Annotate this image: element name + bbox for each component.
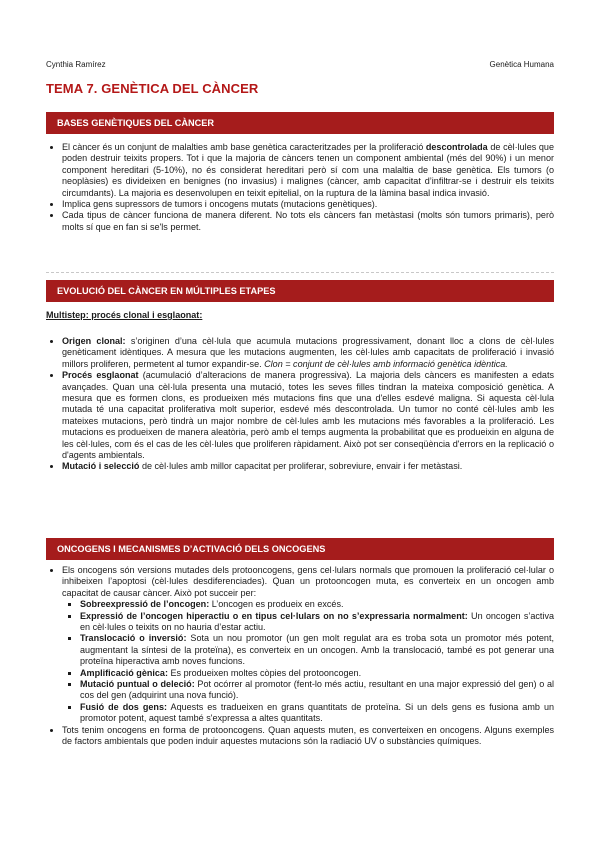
list-item: • Cada tipus de càncer funciona de manera diferent. No tots els càncers fan metàstasi (molts són tumors primaris), però molts sí que en fan si se'ls permet. — [62, 210, 554, 233]
header-subject: Genètica Humana — [489, 60, 554, 69]
section-body-oncogens — [46, 565, 554, 748]
section-heading-evolucio: EVOLUCIÓ DEL CÀNCER EN MÚLTIPLES ETAPES — [46, 280, 554, 302]
sub-list-item: ▪ Expressió de l’oncogen hiperactiu o en tipus cel·lulars on no s’expressaria normalment: Un oncogen s’activa en cèl·lules o teixits on no hauria d’estar actiu. — [80, 611, 554, 634]
list-item: • El càncer és un conjunt de malalties amb base genètica caracteritzades per la proliferació descontrolada de cèl·lules que poden destruir teixits propers. Tot i que la majoria de càncers tenen un component ambiental (més del 90%) i un menor component hereditari (5-10%), no és considerat hereditari però sí com una malaltia de base genètica. Els tumors (o neoplàsies) es divideixen en benignes (no invasius) i malignes (càncer, amb capacitat d’infiltrar-se i destruir els teixits circumdants). La majoria es desenvolupen en teixit epitelial, on la ruptura de la làmina basal indica invasió. — [62, 142, 554, 199]
list-item: • Origen clonal: s’originen d’una cèl·lula que acumula mutacions progressivament, donant lloc a clons de cèl·lules genèticament idèntiques. A mesura que les mutacions augmenten, les cèl·lules amb capacitats de proliferació i invasió millors proliferen, permetent al tumor expandir-se. Clon = conjunt de cèl·lules amb informació genètica idèntica. — [62, 336, 554, 370]
list-item: • Els oncogens són versions mutades dels protooncogens, gens cel·lulars normals que promouen la proliferació cel·lular o inhibeixen l’apoptosi (cèl·lules desdiferenciades). Quan un protooncogen muta, es converteix en un oncogen amb capacitat de causar càncer. Això pot succeir per: ▪ Sobreexpressió de l’oncogen: L’oncogen es produeix en excés. ▪ Expressió de l’oncogen hiperactiu o en tipus cel·lulars on no s’expressaria normalment: Un oncogen s’activa en cèl·lules o teixits on no hauria d’estar actiu. ▪ Translocació o inversió: Sota un nou promotor (un gen molt regulat ara es troba sota un promotor més potent, augmentant la síntesi de la proteïna), es converteix en un oncogen. Amb la translocació, també es pot generar una proteïna hiperactiva amb noves funcions. ▪ Amplificació gènica: Es produeixen moltes còpies del protooncogen. ▪ Mutació puntual o deleció: Pot ocórrer al promotor (fent-lo més actiu, resultant en una major expressió del gen) o al cos del gen (adquirint una nova funció). ▪ Fusió de dos gens: Aquests es tradueixen en grans quantitats de proteïna. Si un dels gens es fusiona amb un promotor potent, aquest també s'expressa a altes quantitats. — [62, 565, 554, 725]
sub-list-item: ▪ Amplificació gènica: Es produeixen moltes còpies del protooncogen. — [80, 668, 554, 679]
sub-list-item: ▪ Translocació o inversió: Sota un nou promotor (un gen molt regulat ara es troba sota un promotor més potent, augmentant la síntesi de la proteïna), es converteix en un oncogen. Amb la translocació, també es pot generar una proteïna hiperactiva amb noves funcions. — [80, 633, 554, 667]
document-title: TEMA 7. GENÈTICA DEL CÀNCER — [46, 81, 259, 96]
header-author: Cynthia Ramírez — [46, 60, 106, 69]
list-item: • Implica gens supressors de tumors i oncogens mutats (mutacions genètiques). — [62, 199, 554, 210]
list-item: • Procés esglaonat (acumulació d’alteracions de manera progressiva). La majoria dels càncers es manifesten a edats avançades. Quan una cèl·lula presenta una mutació, totes les seves filles tindran la mateixa composició genètica. A mesura que es formen clons, es produeixen més mutacions fins que una d'elles esdevé maligna. Si aquesta cèl·lula mutada té una capacitat proliferativa molt superior, esdevé més descontrolada. Un tumor no conté cèl·lules amb les mateixes mutacions, però tindrà un major nombre de cèl·lules amb les mutacions més favorables a la proliferació. Les mutacions es produeixen de manera aleatòria, però amb el temps augmenta la probabilitat que es produeixin en alguna de les cèl·lules, com és el cas de les cèl·lules que proliferen ràpidament. Això pot ser conseqüència d'errors en la replicació o d'agents ambientals. — [62, 370, 554, 461]
sub-list-item: ▪ Fusió de dos gens: Aquests es tradueixen en grans quantitats de proteïna. Si un dels gens es fusiona amb un promotor potent, aquest també s'expressa a altes quantitats. — [80, 702, 554, 725]
section-subheading: Multistep: procés clonal i esglaonat: — [46, 310, 203, 320]
sub-list-item: ▪ Sobreexpressió de l’oncogen: L’oncogen es produeix en excés. — [80, 599, 554, 610]
sub-list-item: ▪ Mutació puntual o deleció: Pot ocórrer al promotor (fent-lo més actiu, resultant en una major expressió del gen) o al cos del gen (adquirint una nova funció). — [80, 679, 554, 702]
list-item: • Mutació i selecció de cèl·lules amb millor capacitat per proliferar, sobreviure, envair i fer metàstasi. — [62, 461, 554, 472]
list-item: • Tots tenim oncogens en forma de protooncogens. Quan aquests muten, es converteixen en oncogens. Alguns exemples de factors ambientals que poden induir aquestes mutacions són la radiació UV o substàncies químiques. — [62, 725, 554, 748]
section-body-bases — [46, 142, 554, 233]
section-heading-oncogens: ONCOGENS I MECANISMES D’ACTIVACIÓ DELS ONCOGENS — [46, 538, 554, 560]
divider — [46, 272, 554, 273]
section-body-evolucio — [46, 336, 554, 473]
section-heading-bases: BASES GENÈTIQUES DEL CÀNCER — [46, 112, 554, 134]
